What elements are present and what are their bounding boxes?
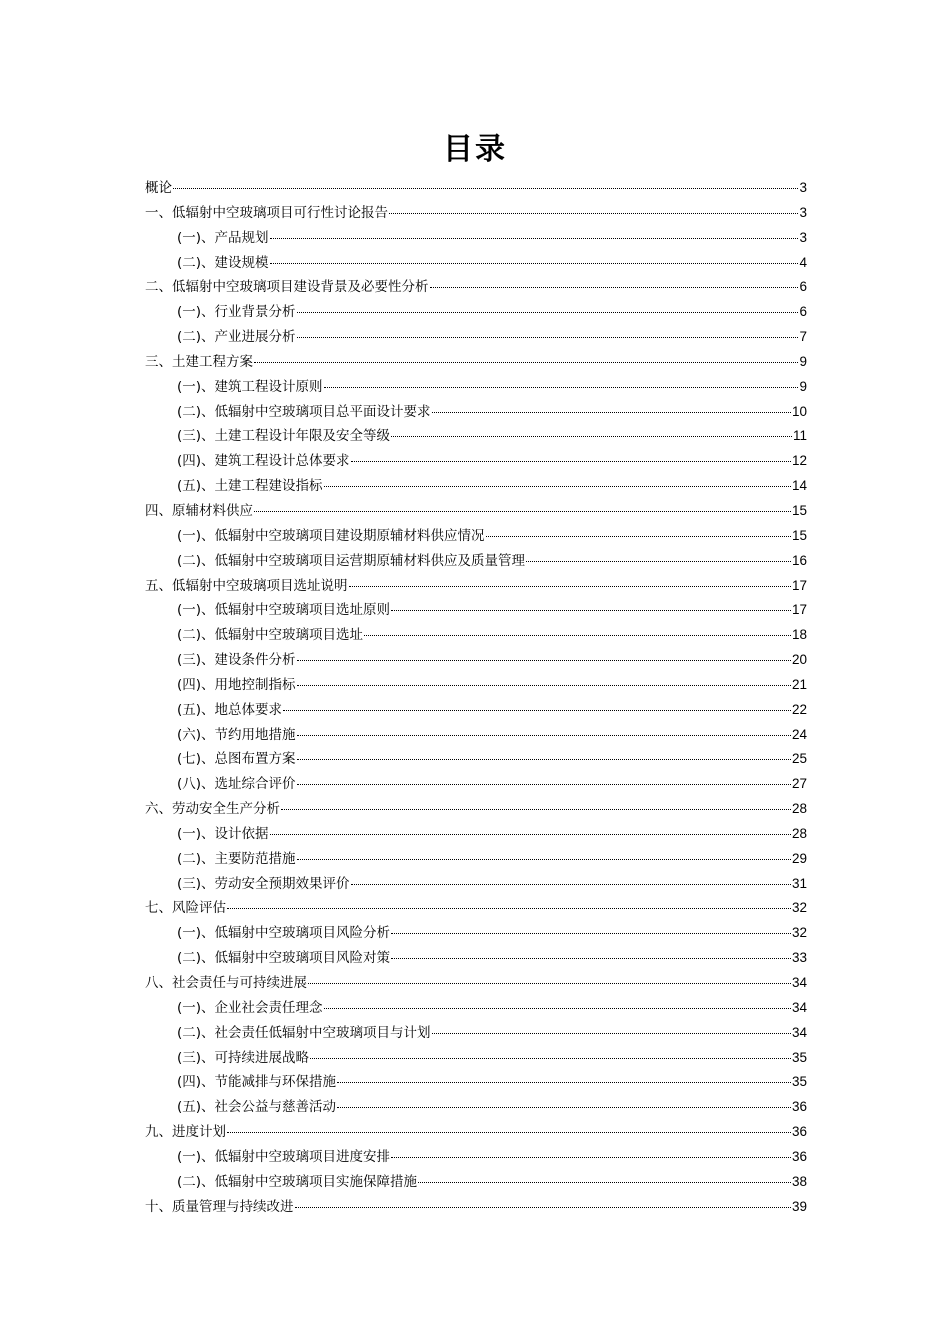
toc-entry[interactable] [145,1046,807,1071]
toc-entry-page-number: 38 [791,1173,807,1189]
toc-entry-label: (二)、低辐射中空玻璃项目风险对策 [177,950,391,967]
dot-leader [432,1032,791,1034]
toc-entry[interactable] [145,251,807,276]
toc-entry-label: 二、低辐射中空玻璃项目建设背景及必要性分析 [145,279,429,296]
toc-entry-label: 一、低辐射中空玻璃项目可行性讨论报告 [145,204,388,221]
toc-entry[interactable] [145,449,807,474]
table-of-contents [145,176,807,1219]
toc-entry-page-number: 20 [791,652,807,668]
toc-entry-page-number: 21 [791,676,807,692]
toc-entry-page-number: 36 [791,1099,807,1115]
toc-entry[interactable] [145,822,807,847]
toc-entry-page-number: 3 [799,229,807,245]
dot-leader [391,609,791,611]
toc-entry[interactable] [145,1195,807,1220]
toc-entry-page-number: 28 [791,825,807,841]
dot-leader [254,361,798,363]
toc-entry-label: 四、原辅材料供应 [145,502,253,519]
toc-entry[interactable] [145,648,807,673]
toc-entry[interactable] [145,1095,807,1120]
toc-entry-page-number: 34 [791,975,807,990]
toc-entry-page-number: 7 [799,329,807,345]
dot-leader [297,783,791,785]
toc-entry[interactable] [145,549,807,574]
toc-entry-label: (二)、主要防范措施 [177,850,296,867]
toc-entry[interactable] [145,996,807,1021]
toc-entry-label: (一)、行业背景分析 [177,304,296,321]
toc-entry[interactable] [145,524,807,549]
toc-entry-page-number: 16 [791,552,807,568]
toc-entry-page-number: 17 [791,602,807,618]
dot-leader [295,1206,791,1208]
toc-entry-label: (三)、劳动安全预期效果评价 [177,875,350,892]
dot-leader [297,336,799,338]
toc-entry-page-number: 28 [791,801,807,817]
toc-entry[interactable] [145,275,807,300]
toc-entry-label: (二)、低辐射中空玻璃项目实施保障措施 [177,1173,418,1190]
toc-entry-page-number: 36 [791,1148,807,1164]
toc-entry-page-number: 24 [791,726,807,742]
toc-entry-label: 五、低辐射中空玻璃项目选址说明 [145,577,348,594]
toc-entry-label: (五)、社会公益与慈善活动 [177,1099,337,1116]
toc-entry-label: (一)、低辐射中空玻璃项目选址原则 [177,602,391,619]
toc-entry-page-number: 25 [791,751,807,767]
toc-entry[interactable] [145,673,807,698]
toc-entry[interactable] [145,400,807,425]
toc-entry[interactable] [145,499,807,524]
dot-leader [324,1007,791,1009]
toc-entry-label: (一)、设计依据 [177,825,269,842]
toc-entry-label: (二)、产业进展分析 [177,329,296,346]
toc-entry-label: 七、风险评估 [145,900,226,917]
toc-entry[interactable] [145,350,807,375]
dot-leader [430,286,799,288]
toc-entry-label: (一)、低辐射中空玻璃项目进度安排 [177,1148,391,1165]
toc-entry-page-number: 3 [799,204,807,220]
dot-leader [173,187,798,189]
toc-entry-page-number: 3 [799,180,807,195]
toc-entry[interactable] [145,896,807,921]
toc-entry-page-number: 32 [791,900,807,916]
toc-entry-page-number: 34 [791,999,807,1015]
toc-entry[interactable] [145,574,807,599]
toc-entry-label: 八、社会责任与可持续进展 [145,975,307,991]
toc-entry-label: (三)、建设条件分析 [177,652,296,669]
dot-leader [324,485,791,487]
toc-entry-label: (六)、节约用地措施 [177,726,296,743]
toc-entry[interactable] [145,1170,807,1195]
toc-entry-page-number: 17 [791,577,807,593]
toc-entry[interactable] [145,598,807,623]
toc-entry-label: (二)、建设规模 [177,254,269,271]
dot-leader [486,535,791,537]
dot-leader [391,932,791,934]
toc-entry-page-number: 35 [791,1049,807,1065]
dot-leader [297,684,791,686]
toc-entry-label: (一)、产品规划 [177,229,269,246]
toc-entry[interactable] [145,1145,807,1170]
toc-entry-label: (四)、建筑工程设计总体要求 [177,453,350,470]
dot-leader [526,560,791,562]
toc-entry-page-number: 29 [791,850,807,866]
toc-entry-page-number: 22 [791,701,807,717]
toc-entry[interactable] [145,1120,807,1145]
toc-entry-label: (二)、低辐射中空玻璃项目总平面设计要求 [177,403,431,420]
toc-entry-page-number: 11 [792,428,807,444]
toc-entry[interactable] [145,375,807,400]
toc-entry-label: (二)、低辐射中空玻璃项目运营期原辅材料供应及质量管理 [177,552,526,569]
toc-entry-page-number: 6 [799,304,807,320]
toc-entry-page-number: 15 [791,502,807,518]
dot-leader [270,262,799,264]
dot-leader [418,1181,791,1183]
toc-entry-label: (五)、地总体要求 [177,701,283,718]
toc-entry[interactable] [145,201,807,226]
toc-entry-label: (三)、土建工程设计年限及安全等级 [177,428,391,445]
dot-leader [351,460,791,462]
toc-entry[interactable] [145,971,807,996]
toc-entry-page-number: 31 [791,875,807,891]
toc-entry[interactable] [145,474,807,499]
toc-entry-page-number: 39 [791,1198,807,1214]
toc-entry[interactable] [145,424,807,449]
toc-entry-label: (八)、选址综合评价 [177,776,296,793]
dot-leader [391,1156,791,1158]
toc-entry-label: (四)、节能减排与环保措施 [177,1074,337,1091]
dot-leader [389,212,798,214]
dot-leader [227,907,791,909]
toc-entry-label: 三、土建工程方案 [145,353,253,370]
toc-entry-page-number: 18 [791,627,807,643]
toc-entry-label: (一)、低辐射中空玻璃项目建设期原辅材料供应情况 [177,527,485,544]
toc-entry-page-number: 9 [799,353,807,369]
toc-entry[interactable] [145,797,807,822]
dot-leader [432,411,791,413]
dot-leader [349,585,791,587]
toc-entry[interactable] [145,723,807,748]
toc-entry[interactable] [145,176,807,201]
dot-leader [364,634,791,636]
dot-leader [283,709,791,711]
toc-entry-page-number: 10 [791,403,807,419]
toc-entry[interactable] [145,623,807,648]
toc-entry-label: 概论 [145,180,172,196]
dot-leader [297,734,791,736]
dot-leader [297,758,791,760]
toc-entry[interactable] [145,325,807,350]
toc-entry[interactable] [145,872,807,897]
toc-entry-page-number: 27 [791,776,807,792]
toc-entry[interactable] [145,921,807,946]
dot-leader [337,1081,791,1083]
toc-entry-label: (一)、企业社会责任理念 [177,999,323,1016]
toc-entry-page-number: 33 [791,950,807,966]
dot-leader [351,883,791,885]
toc-entry-label: 六、劳动安全生产分析 [145,801,280,818]
toc-entry-page-number: 34 [791,1024,807,1040]
dot-leader [324,386,799,388]
toc-entry-label: (二)、社会责任低辐射中空玻璃项目与计划 [177,1024,431,1041]
dot-leader [297,311,799,313]
toc-entry-page-number: 12 [791,453,807,469]
toc-entry-page-number: 32 [791,925,807,941]
dot-leader [308,982,791,984]
toc-entry[interactable] [145,698,807,723]
toc-entry-label: (四)、用地控制指标 [177,676,296,693]
dot-leader [227,1131,791,1133]
toc-entry[interactable] [145,747,807,772]
toc-entry[interactable] [145,772,807,797]
dot-leader [310,1057,791,1059]
toc-entry-label: (一)、建筑工程设计原则 [177,378,323,395]
dot-leader [270,833,791,835]
toc-entry[interactable] [145,300,807,325]
dot-leader [391,435,792,437]
dot-leader [281,808,791,810]
toc-entry-label: (五)、土建工程建设指标 [177,478,323,495]
toc-entry-page-number: 9 [799,378,807,394]
toc-title: 目录 [443,132,507,167]
toc-entry-label: (二)、低辐射中空玻璃项目选址 [177,627,364,644]
toc-entry-page-number: 36 [791,1124,807,1140]
toc-entry-label: (一)、低辐射中空玻璃项目风险分析 [177,925,391,942]
dot-leader [391,957,791,959]
toc-entry-page-number: 6 [799,279,807,295]
dot-leader [297,858,791,860]
toc-entry[interactable] [145,226,807,251]
dot-leader [337,1106,791,1108]
toc-entry-page-number: 4 [799,254,807,270]
toc-entry-label: (七)、总图布置方案 [177,751,296,768]
toc-entry-label: (三)、可持续进展战略 [177,1049,310,1066]
toc-entry-page-number: 35 [791,1074,807,1090]
toc-entry[interactable] [145,1021,807,1046]
toc-entry-label: 十、质量管理与持续改进 [145,1198,294,1215]
toc-entry[interactable] [145,946,807,971]
dot-leader [270,237,799,239]
toc-entry-label: 九、进度计划 [145,1124,226,1141]
dot-leader [297,659,791,661]
dot-leader [254,510,791,512]
toc-entry-page-number: 15 [791,527,807,543]
toc-entry[interactable] [145,847,807,872]
toc-entry[interactable] [145,1070,807,1095]
toc-entry-page-number: 14 [791,478,807,494]
